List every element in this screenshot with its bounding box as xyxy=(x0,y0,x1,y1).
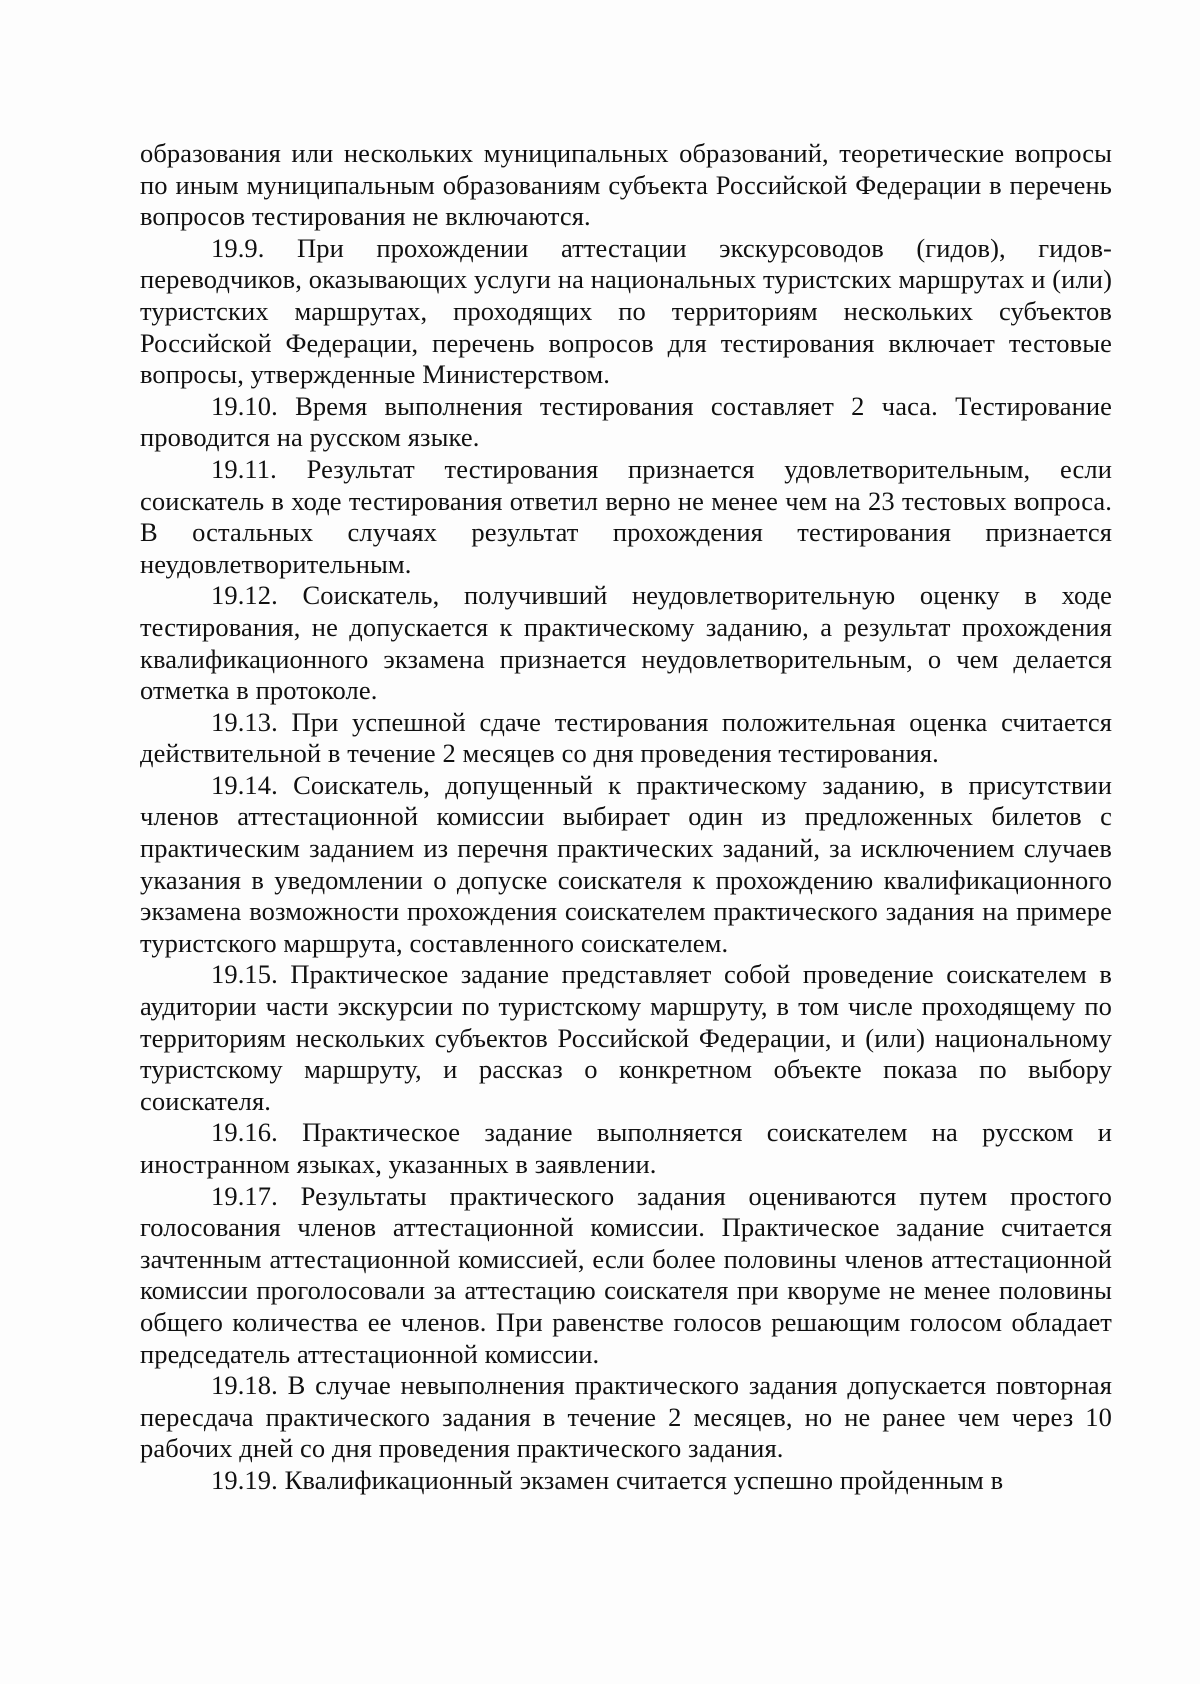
paragraph-continuation: образования или нескольких муниципальных образований, теоретические вопросы по иным муниципальным образованиям субъекта Российской Федерации в перечень вопросов тестирования не включаются. xyxy=(140,138,1112,232)
document-body xyxy=(140,138,1112,1497)
paragraph-19-14: 19.14. Соискатель, допущенный к практическому заданию, в присутствии членов аттестационной комиссии выбирает один из предложенных билетов с практическим заданием из перечня практических заданий, за исключением случаев указания в уведомлении о допуске соискателя к прохождению квалификационного экзамена возможности прохождения соискателем практического задания на примере туристского маршрута, составленного соискателем. xyxy=(140,769,1112,958)
paragraph-19-15: 19.15. Практическое задание представляет собой проведение соискателем в аудитории части экскурсии по туристскому маршруту, в том числе проходящему по территориям нескольких субъектов Российской Федерации, и (или) национальному туристскому маршруту, и рассказ о конкретном объекте показа по выбору соискателя. xyxy=(140,959,1112,1116)
paragraph-19-19: 19.19. Квалификационный экзамен считается успешно пройденным в xyxy=(211,1464,1004,1495)
paragraph-19-10: 19.10. Время выполнения тестирования составляет 2 часа. Тестирование проводится на русском языке. xyxy=(140,390,1112,453)
paragraph-19-11: 19.11. Результат тестирования признается удовлетворительным, если соискатель в ходе тестирования ответил верно не менее чем на 23 тестовых вопроса. В остальных случаях результат прохождения тестирования признается неудовлетворительным. xyxy=(140,453,1112,579)
paragraph-19-13: 19.13. При успешной сдаче тестирования положительная оценка считается действительной в течение 2 месяцев со дня проведения тестирования. xyxy=(140,706,1112,769)
paragraph-19-9: 19.9. При прохождении аттестации экскурсоводов (гидов), гидов-переводчиков, оказывающих услуги на национальных туристских маршрутах и (или) туристских маршрутах, проходящих по территориям нескольких субъектов Российской Федерации, перечень вопросов для тестирования включает тестовые вопросы, утвержденные Министерством. xyxy=(140,232,1112,390)
paragraph-19-16: 19.16. Практическое задание выполняется соискателем на русском и иностранном языках, указанных в заявлении. xyxy=(140,1117,1112,1179)
paragraph-19-17: 19.17. Результаты практического задания оцениваются путем простого голосования членов аттестационной комиссии. Практическое задание считается зачтенным аттестационной комиссией, если более половины членов аттестационной комиссии проголосовали за аттестацию соискателя при кворуме не менее половины общего количества ее членов. При равенстве голосов решающим голосом обладает председатель аттестационной комиссии. xyxy=(140,1180,1112,1369)
paragraph-19-18: 19.18. В случае невыполнения практического задания допускается повторная пересдача практического задания в течение 2 месяцев, но не ранее чем через 10 рабочих дней со дня проведения практического задания. xyxy=(140,1370,1112,1464)
paragraph-19-12: 19.12. Соискатель, получивший неудовлетворительную оценку в ходе тестирования, не допускается к практическому заданию, а результат прохождения квалификационного экзамена признается неудовлетворительным, о чем делается отметка в протоколе. xyxy=(140,580,1112,706)
